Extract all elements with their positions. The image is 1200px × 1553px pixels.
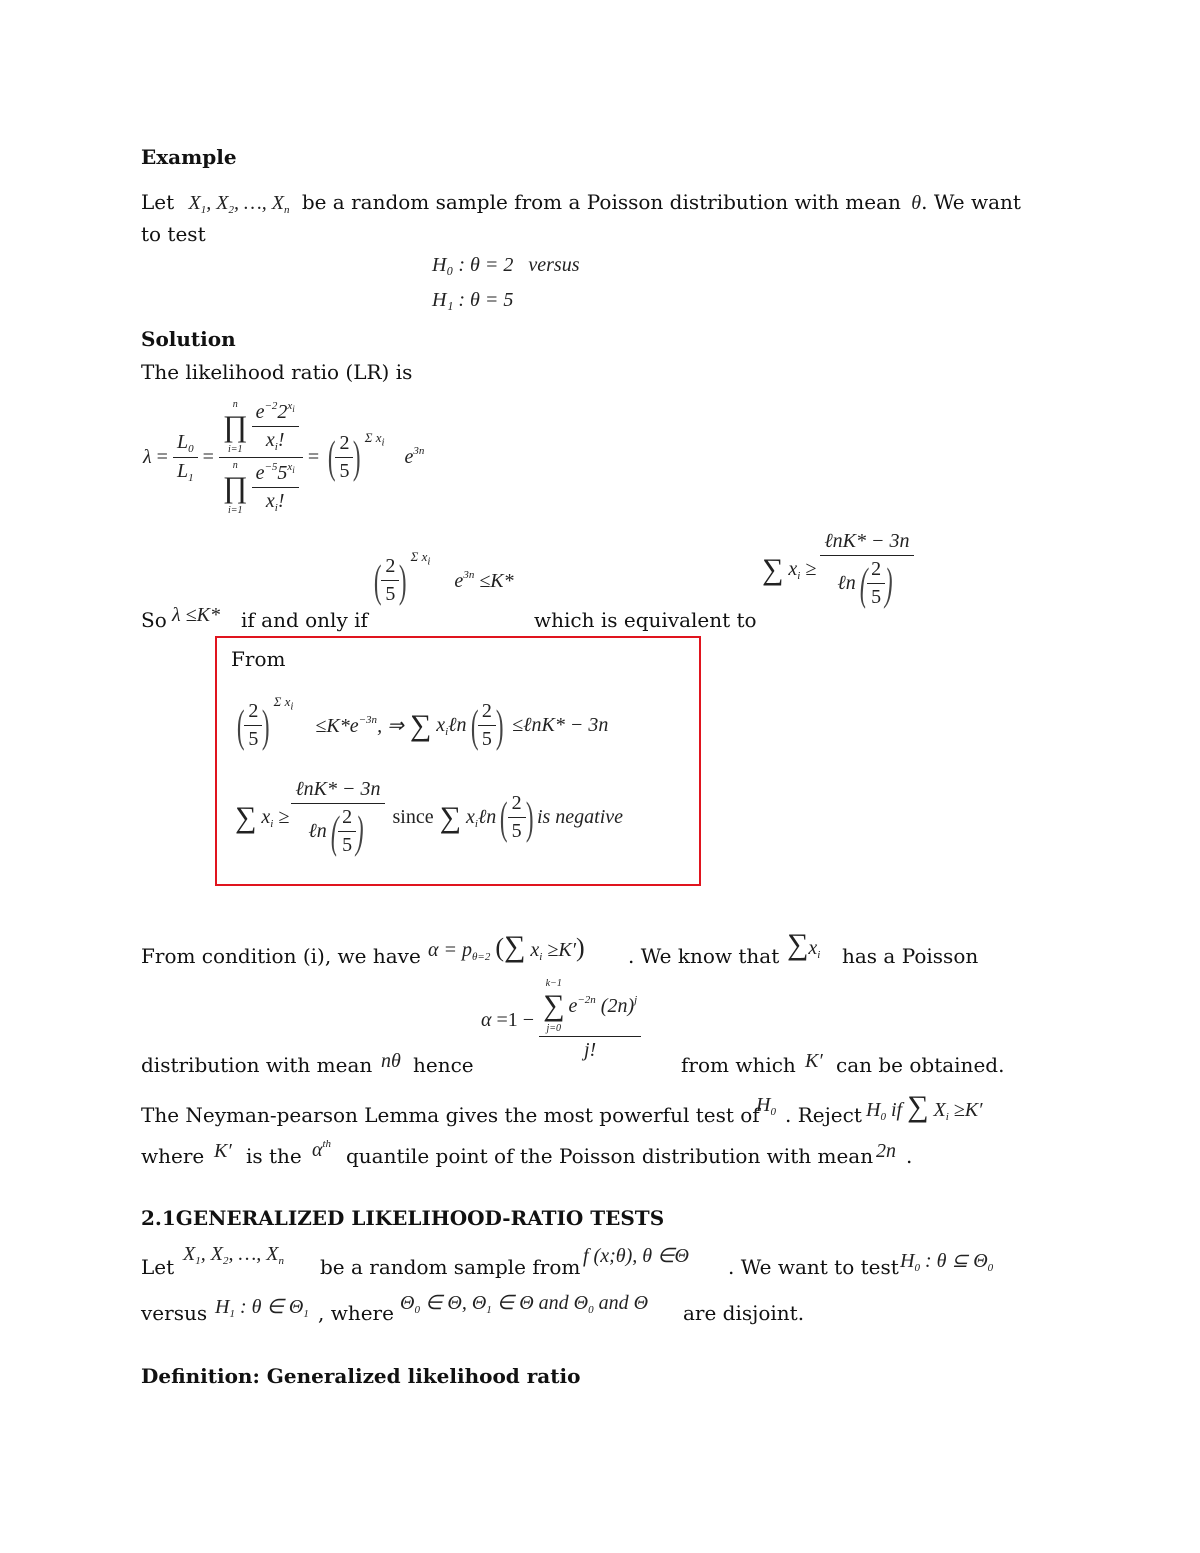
h0-symbol: $H_0$ — [756, 1094, 776, 1118]
example-line2: to test — [141, 222, 206, 246]
solution-heading: Solution — [141, 327, 236, 351]
sample-expression: $X_1$, $X_2$, …, $X_n$ — [188, 192, 290, 216]
section-h0: $H_0$ : θ ⊆ $\Theta_0$ — [900, 1250, 994, 1274]
let-word: Let — [141, 190, 175, 214]
hypothesis-h0: H₀ : θ = 2 versus — [432, 254, 580, 276]
density-expression: f (x;θ), θ ∈Θ — [583, 1245, 689, 1267]
theta-symbol: θ — [911, 192, 922, 214]
condition-text13: . — [906, 1144, 913, 1168]
since-word: since — [392, 806, 434, 828]
example-line1-end: . We want — [921, 190, 1021, 214]
condition-text3: has a Poisson — [842, 944, 979, 968]
example-line1 — [141, 190, 1021, 216]
section-heading: 2.1GENERALIZED LIKELIHOOD-RATIO TESTS — [141, 1206, 665, 1230]
condition-text2: . We know that — [628, 944, 780, 968]
condition-text1: From condition (i), we have — [141, 944, 421, 968]
section-disjoint: are disjoint. — [683, 1301, 805, 1325]
alpha-definition: $\alpha = p_{\theta=2}$ (∑ $x_i \ge K'$) — [428, 930, 585, 963]
condition-text8: The Neyman-pearson Lemma gives the most powerful test of — [141, 1103, 760, 1127]
example-heading: Example — [141, 145, 237, 169]
is-negative-text: is negative — [536, 806, 624, 828]
section-sample: $X_1$, $X_2$, …, $X_n$ — [183, 1243, 284, 1267]
example-line1-text: be a random sample from a Poisson distribution with mean — [301, 190, 901, 214]
condition-text11: is the — [246, 1144, 302, 1168]
iff-text: if and only if — [241, 608, 368, 632]
k-prime-2: K′ — [214, 1140, 232, 1162]
n-theta: nθ — [381, 1050, 401, 1072]
lr-formula: λ = $\frac{L_0}{L_1}$ = n ∏ i=1 $\frac{e^{-2}2^{x_i}}{x_i!}$ n ∏ i=1 $\frac{e^{-5}5^{x_i}}{x_i!}$ = ( $\frac{2}{5}$ ) Σ $x_i$ $e^{3n}$ — [143, 398, 425, 516]
so-word: So — [141, 608, 167, 632]
section-text1: be a random sample from — [320, 1255, 581, 1279]
box-line1: ( $\frac{2}{5}$ ) Σ $x_i$ $\le K*e^{-3n}$, ⇒ ∑ $x_i\ell n$ ( $\frac{2}{5}$ ) ≤ℓnK* − 3n — [236, 694, 609, 751]
condition-text12: quantile point of the Poisson distribution with mean — [346, 1144, 874, 1168]
alpha-formula: α =1 − k−1 ∑ j=0 $e^{-2n}$ $(2n)^j$ j! — [481, 978, 641, 1062]
lambda-leq-k: λ ≤K* — [172, 604, 220, 626]
hypothesis-h1: H₁ : θ = 5 — [432, 289, 514, 311]
lr-intro-text: The likelihood ratio (LR) is — [141, 360, 413, 384]
box-line2: ∑ $x_i$ ≥ ℓnK* − 3n ℓn ( $\frac{2}{5}$ ) since ∑ $x_i\ell n$ ( $\frac{2}{5}$ ) is negative — [235, 778, 624, 857]
two-n: 2n — [876, 1140, 896, 1162]
reject-condition: $H_0$ if ∑ $X_i \ge K'$ — [866, 1090, 983, 1123]
equivalent-inequality: ∑ $x_i$ ≥ ℓnK* − 3n ℓn ( $\frac{2}{5}$ ) — [762, 530, 914, 609]
condition-text6: from which — [681, 1053, 796, 1077]
l0-over-l1: $\frac{L_0}{L_1}$ — [173, 431, 198, 484]
condition-text4: distribution with mean — [141, 1053, 373, 1077]
section-let: Let — [141, 1255, 175, 1279]
parameter-sets: $\Theta_0$ ∈ Θ, $\Theta_1$ ∈ Θ and $\Theta_0$ and Θ — [400, 1292, 649, 1316]
k-prime-1: K′ — [805, 1050, 823, 1072]
equivalent-text: which is equivalent to — [534, 608, 757, 632]
condition-text9: . Reject — [785, 1103, 862, 1127]
iff-inequality: ( $\frac{2}{5}$ ) Σ $x_i$ $e^{3n} \le K*$ — [373, 549, 514, 606]
sum-xi: $\sum x_i$ — [787, 928, 821, 961]
from-label: From — [231, 647, 286, 671]
product-ratio: n ∏ i=1 $\frac{e^{-2}2^{x_i}}{x_i!}$ n ∏ i=1 $\frac{e^{-5}5^{x_i}}{x_i!}$ — [219, 399, 303, 516]
condition-text10: where — [141, 1144, 205, 1168]
section-where: , where — [318, 1301, 394, 1325]
section-text2: . We want to test — [728, 1255, 899, 1279]
alpha-th: $\alpha^{th}$ — [312, 1138, 332, 1161]
section-versus: versus — [141, 1301, 208, 1325]
section-h1: $H_1$ : θ ∈ $\Theta_1$ — [215, 1296, 309, 1320]
definition-heading: Definition: Generalized likelihood ratio — [141, 1364, 581, 1388]
condition-text7: can be obtained. — [836, 1053, 1005, 1077]
condition-text5: hence — [413, 1053, 474, 1077]
